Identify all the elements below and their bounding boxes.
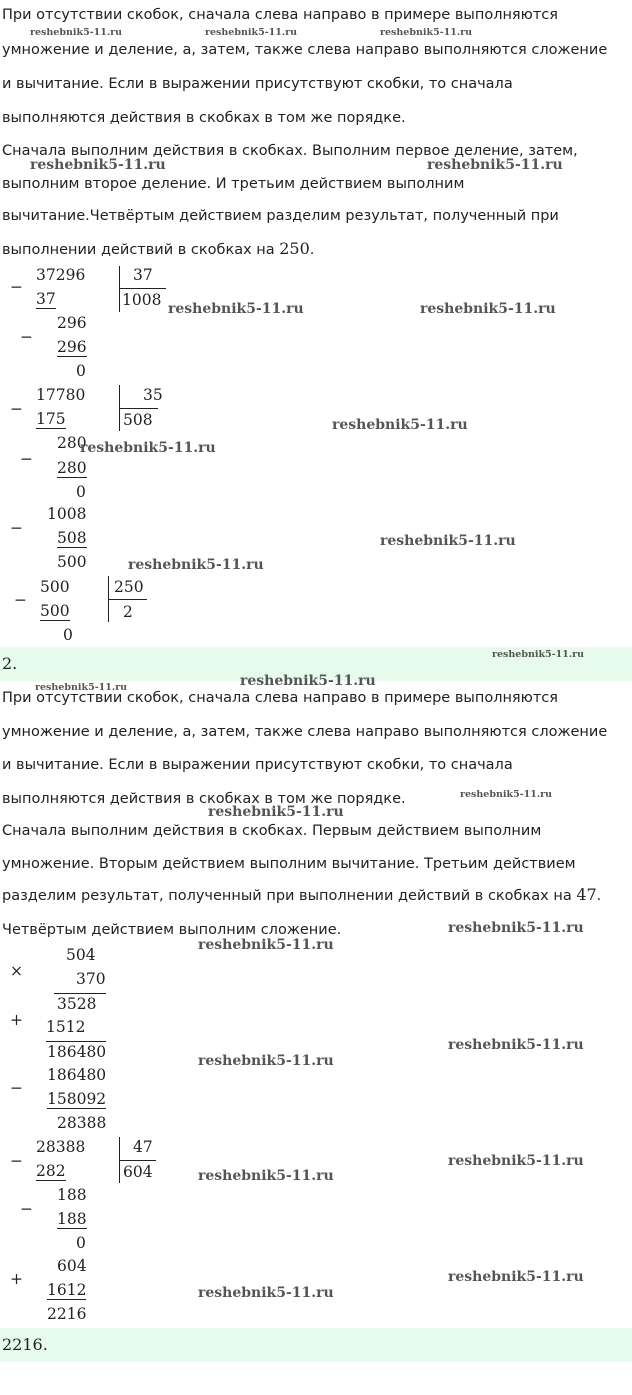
watermark: reshebnik5-11.ru [168,301,304,317]
watermark: reshebnik5-11.ru [240,673,376,689]
text-line: выполняются действия в скобках в том же порядке. [2,791,406,807]
watermark: reshebnik5-11.ru [448,1153,584,1169]
watermark: reshebnik5-11.ru [448,920,584,936]
watermark: reshebnik5-11.ru [420,301,556,317]
text-line: умножение и деление, а, затем, также слева направо выполняются сложение [2,724,608,740]
watermark: reshebnik5-11.ru [427,157,563,173]
text-line: Сначала выполним действия в скобках. Первым действием выполним [2,823,542,839]
text-line: выполним второе деление. И третьим действием выполним [2,176,465,192]
text-line: выполняются действия в скобках в том же порядке. [2,110,406,126]
text-line: Четвёртым действием выполним сложение. [2,922,342,938]
text-line: При отсутствии скобок, сначала слева направо в примере выполняются [2,7,559,23]
watermark: reshebnik5-11.ru [448,1269,584,1285]
text-line: и вычитание. Если в выражении присутствуют скобки, то сначала [2,76,513,92]
watermark: reshebnik5-11.ru [30,27,123,38]
watermark: reshebnik5-11.ru [380,27,473,38]
answer-2: 2216. [2,1335,48,1354]
text-line: умножение. Вторым действием выполним вычитание. Третьим действием [2,856,576,872]
text-line: При отсутствии скобок, сначала слева направо в примере выполняются [2,690,559,706]
watermark: reshebnik5-11.ru [460,789,553,800]
watermark: reshebnik5-11.ru [492,649,585,660]
text-line: Сначала выполним действия в скобках. Выполним первое деление, затем, [2,143,578,159]
text-line: и вычитание. Если в выражении присутствуют скобки, то сначала [2,757,513,773]
text-line: выполнении действий в скобках на 250. [2,239,315,258]
text-line: вычитание.Четвёртым действием разделим результат, полученный при [2,208,559,224]
number-47: 47 [576,885,597,904]
watermark: reshebnik5-11.ru [80,440,216,456]
watermark: reshebnik5-11.ru [198,1168,334,1184]
watermark: reshebnik5-11.ru [332,417,468,433]
text-line: разделим результат, полученный при выполнении действий в скобках на 47. [2,885,602,904]
text-line: умножение и деление, а, затем, также слева направо выполняются сложение [2,42,608,58]
watermark: reshebnik5-11.ru [380,533,516,549]
watermark: reshebnik5-11.ru [208,804,344,820]
watermark: reshebnik5-11.ru [198,937,334,953]
watermark: reshebnik5-11.ru [128,557,264,573]
number-250: 250 [279,239,310,258]
watermark: reshebnik5-11.ru [30,157,166,173]
watermark: reshebnik5-11.ru [198,1053,334,1069]
watermark: reshebnik5-11.ru [448,1037,584,1053]
watermark: reshebnik5-11.ru [198,1285,334,1301]
answer-1: 2. [2,654,18,673]
watermark: reshebnik5-11.ru [205,27,298,38]
answer-band [0,1328,632,1362]
watermark: reshebnik5-11.ru [35,682,128,693]
